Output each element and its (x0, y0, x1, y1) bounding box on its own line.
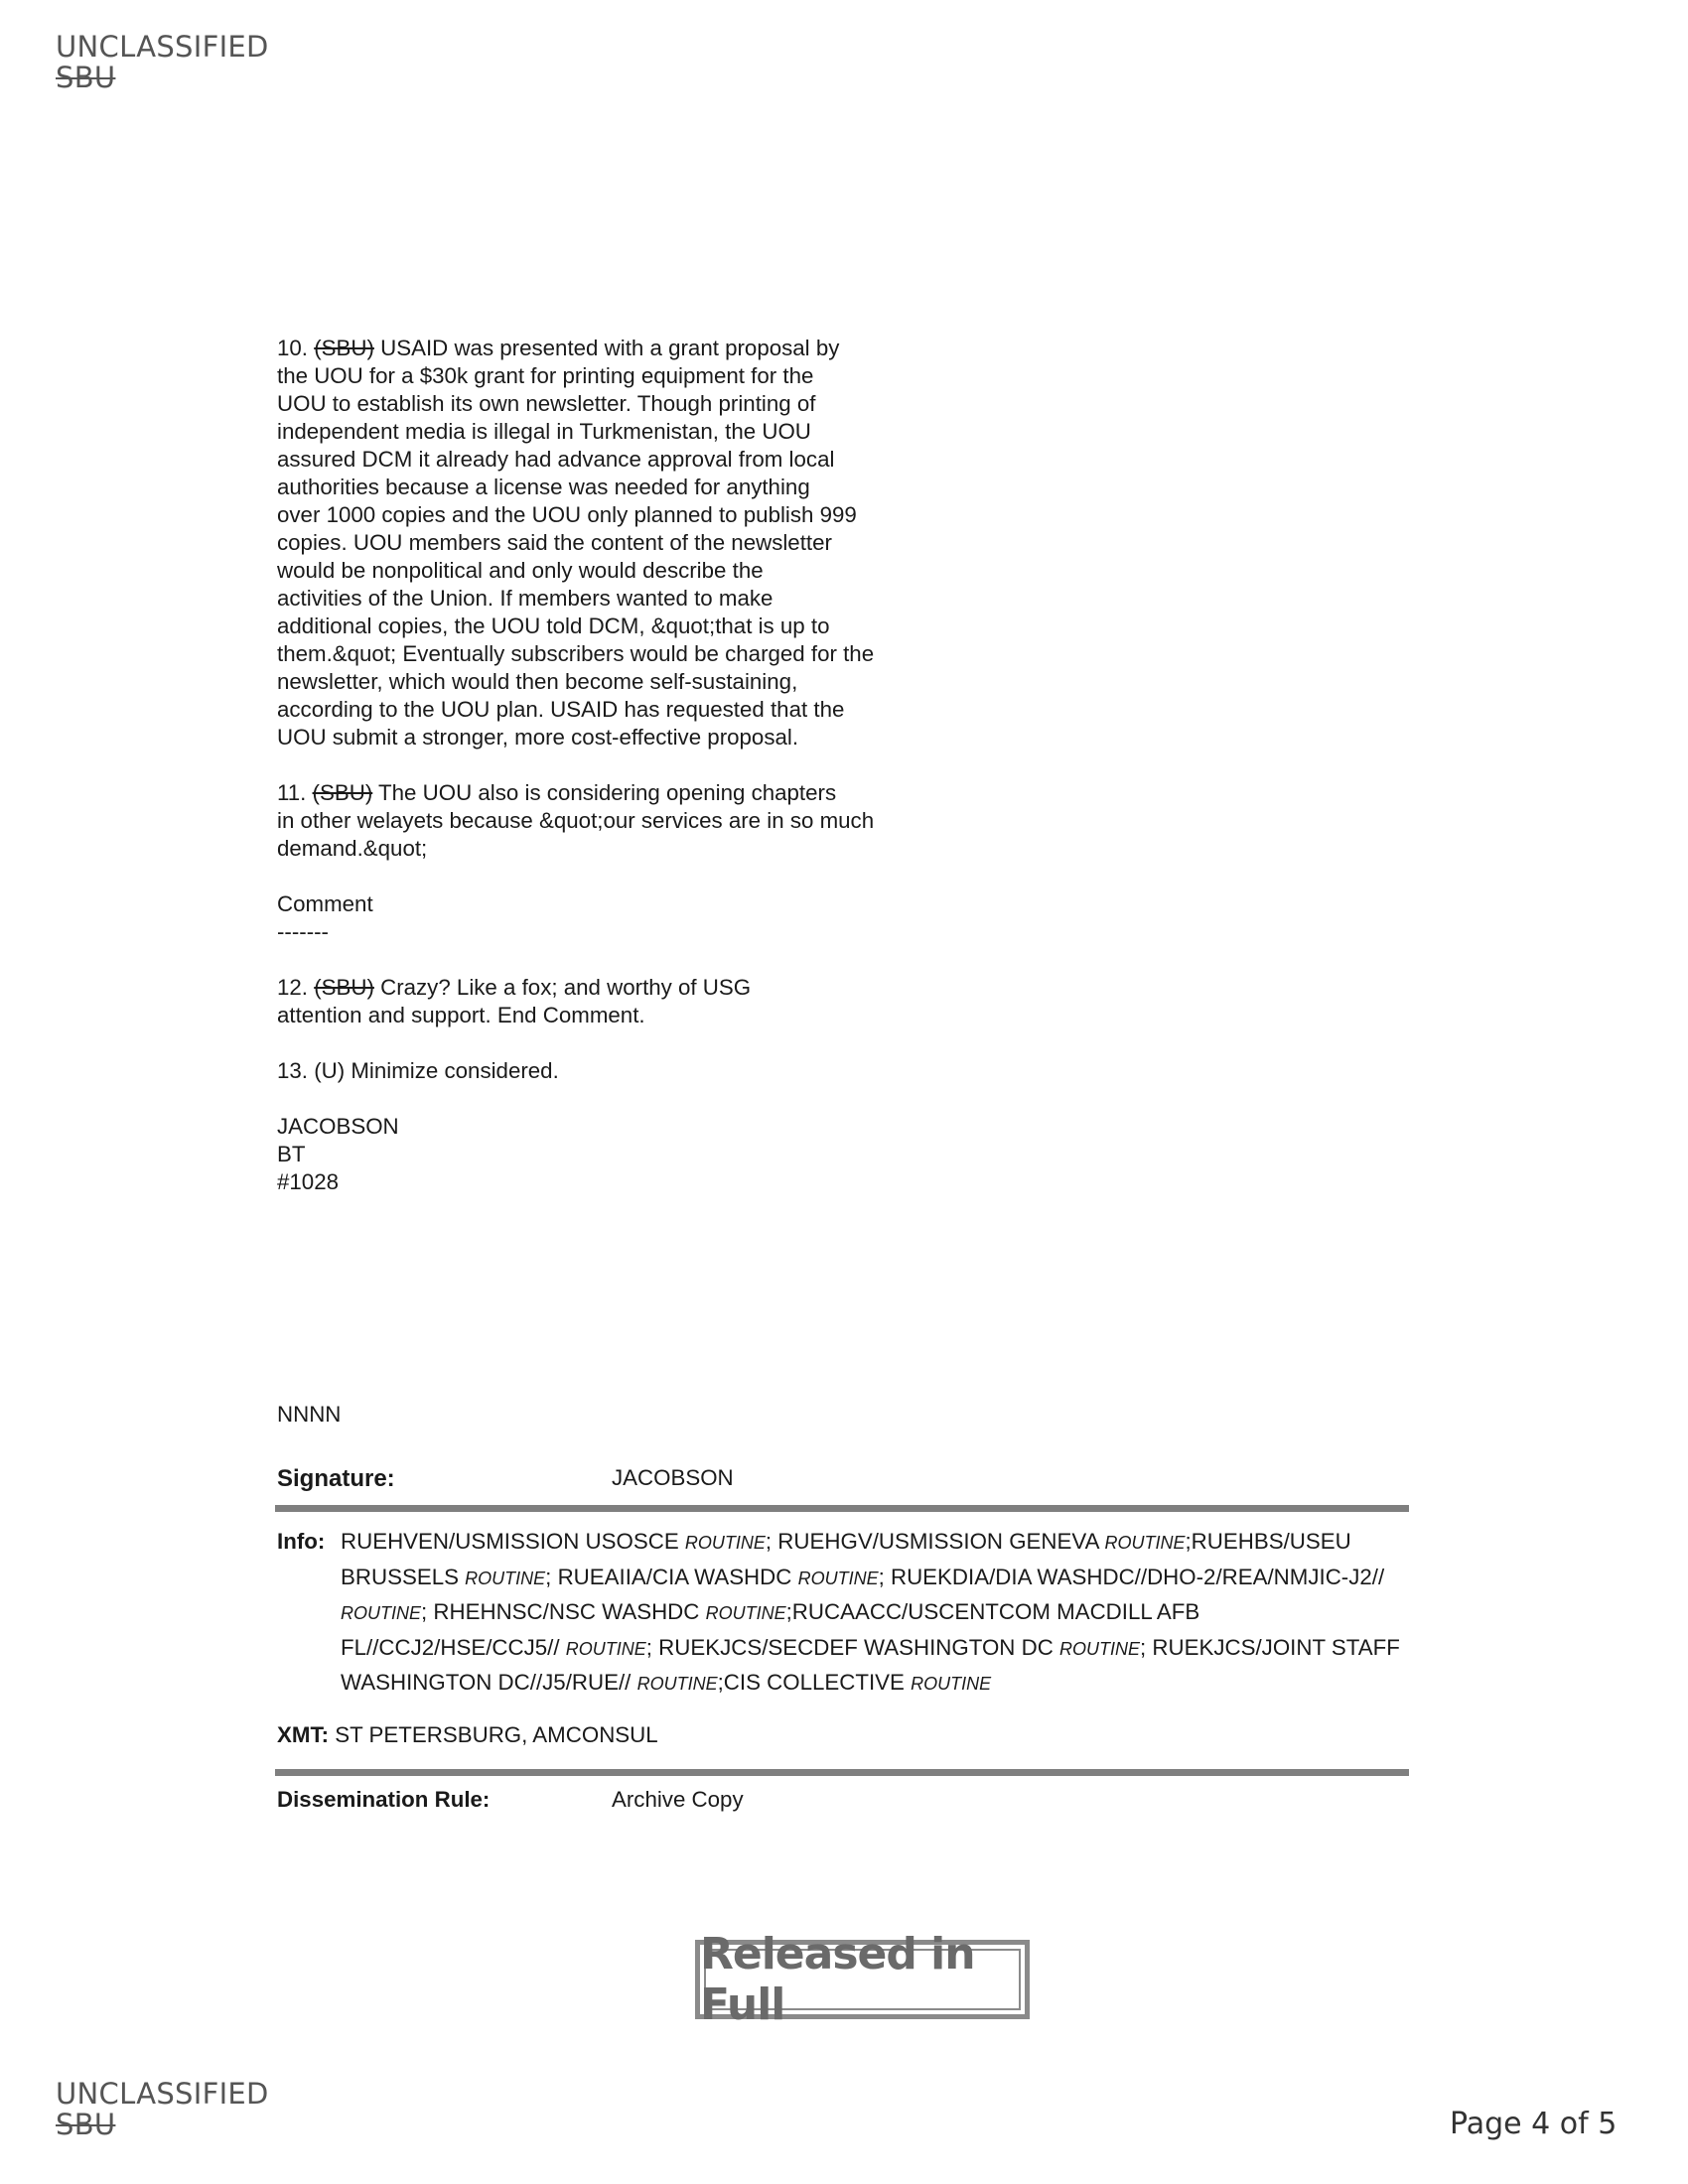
signature-block (277, 1402, 1409, 1493)
precedence-label: ROUTINE (341, 1603, 421, 1623)
paragraph-number: 13. (277, 1058, 308, 1083)
info-addressee: RUEKJCS/JOINT STAFF WASHINGTON DC//J5/RUE// (341, 1634, 1400, 1695)
separator: ; (1185, 1529, 1192, 1554)
comment-heading: Comment ------- (277, 891, 373, 944)
paragraph-number: 10. (277, 336, 308, 360)
paragraph-13 (277, 1057, 952, 1085)
separator: ; (765, 1529, 778, 1554)
bottom-classification-marking (56, 2079, 269, 2140)
top-classification-marking (56, 32, 269, 93)
paragraph-number: 11. (277, 780, 307, 805)
signature-value: JACOBSON (612, 1465, 734, 1490)
separator: ; (545, 1564, 558, 1589)
dissemination-value: Archive Copy (612, 1787, 744, 1812)
separator: ; (878, 1564, 891, 1589)
released-in-full-stamp (695, 1929, 1030, 2030)
separator: ; (421, 1599, 434, 1624)
paragraph-text: Crazy? Like a fox; and worthy of USG attention and support. End Comment. (277, 975, 752, 1027)
info-addressee: RUEKDIA/DIA WASHDC//DHO-2/REA/NMJIC-J2// (890, 1564, 1385, 1589)
cable-body (277, 335, 952, 1224)
nnnn-marker: NNNN (277, 1402, 342, 1427)
separator: ; (1140, 1634, 1153, 1660)
dissemination-label: Dissemination Rule: (277, 1787, 491, 1812)
info-addressee: RUEHGV/USMISSION GENEVA (777, 1529, 1099, 1554)
info-addressee: CIS COLLECTIVE (723, 1670, 905, 1695)
info-label: Info: (277, 1529, 326, 1554)
info-addressee: RUEHVEN/USMISSION USOSCE (341, 1529, 679, 1554)
separator: ; (717, 1670, 724, 1695)
precedence-label: ROUTINE (1059, 1638, 1141, 1659)
precedence-label: ROUTINE (684, 1533, 766, 1553)
xmt-value: ST PETERSBURG, AMCONSUL (329, 1722, 658, 1747)
sbu-marking: (SBU) (314, 975, 374, 1000)
precedence-label: ROUTINE (636, 1674, 718, 1694)
separator: ; (785, 1599, 792, 1624)
paragraph-11 (277, 779, 952, 863)
signature-row (277, 1465, 1409, 1493)
info-addressee: RUCAACC/USCENTCOM MACDILL AFB FL//CCJ2/HSE/CCJ5// (341, 1599, 1200, 1660)
classification-label: UNCLASSIFIED (56, 30, 269, 64)
precedence-label: ROUTINE (465, 1568, 546, 1588)
stamp-text: Released in Full (700, 1929, 975, 2030)
signature-label: Signature: (277, 1465, 395, 1492)
sbu-marking: (SBU) (314, 336, 374, 360)
info-addressee: RHEHNSC/NSC WASHDC (433, 1599, 700, 1624)
sign-off: JACOBSON BT #1028 (277, 1114, 399, 1194)
sbu-caveat: SBU (56, 2108, 116, 2141)
sbu-caveat: SBU (56, 61, 116, 94)
precedence-label: ROUTINE (797, 1568, 879, 1588)
paragraph-12 (277, 974, 952, 1029)
paragraph-text: (U) Minimize considered. (314, 1058, 559, 1083)
classification-label: UNCLASSIFIED (56, 2077, 269, 2111)
info-block (277, 1525, 1409, 1702)
precedence-label: ROUTINE (911, 1674, 992, 1694)
paragraph-10 (277, 335, 952, 751)
separator: ; (645, 1634, 659, 1660)
xmt-row (277, 1722, 658, 1748)
paragraph-text: The UOU also is considering opening chapters in other welayets because &quot;our services are in so much demand.&quot; (277, 780, 875, 861)
info-addressee-list (341, 1525, 1409, 1702)
divider-rule (275, 1769, 1409, 1776)
precedence-label: ROUTINE (1104, 1533, 1186, 1553)
xmt-label: XMT: (277, 1722, 330, 1747)
divider-rule (275, 1505, 1409, 1512)
info-addressee: RUEKJCS/SECDEF WASHINGTON DC (658, 1634, 1054, 1660)
dissemination-row (277, 1787, 744, 1813)
info-addressee: RUEAIIA/CIA WASHDC (557, 1564, 792, 1589)
paragraph-number: 12. (277, 975, 308, 1000)
page-number: Page 4 of 5 (1450, 2107, 1618, 2141)
precedence-label: ROUTINE (565, 1638, 646, 1659)
sbu-marking: (SBU) (312, 780, 373, 805)
precedence-label: ROUTINE (705, 1603, 786, 1623)
info-addressee: RUEHBS/USEU BRUSSELS (341, 1529, 1351, 1589)
paragraph-text: USAID was presented with a grant proposal by the UOU for a $30k grant for printing equipment for the UOU to establish its own newsletter. Though printing of independent media is illegal in Turkmenistan, the UOU assured DCM it already had advance approval from local authorities because a license was needed for anything over 1000 copies and the UOU only planned to publish 999 copies. UOU members said the content of the newsletter would be nonpolitical and only would describe the activities of the Union. If members wanted to make additional copies, the UOU told DCM, &quot;that is up to them.&quot; Eventually subscribers would be charged for the newsletter, which would then become self-sustaining, according to the UOU plan. USAID has requested that the UOU submit a stronger, more cost-effective proposal. (277, 336, 875, 750)
